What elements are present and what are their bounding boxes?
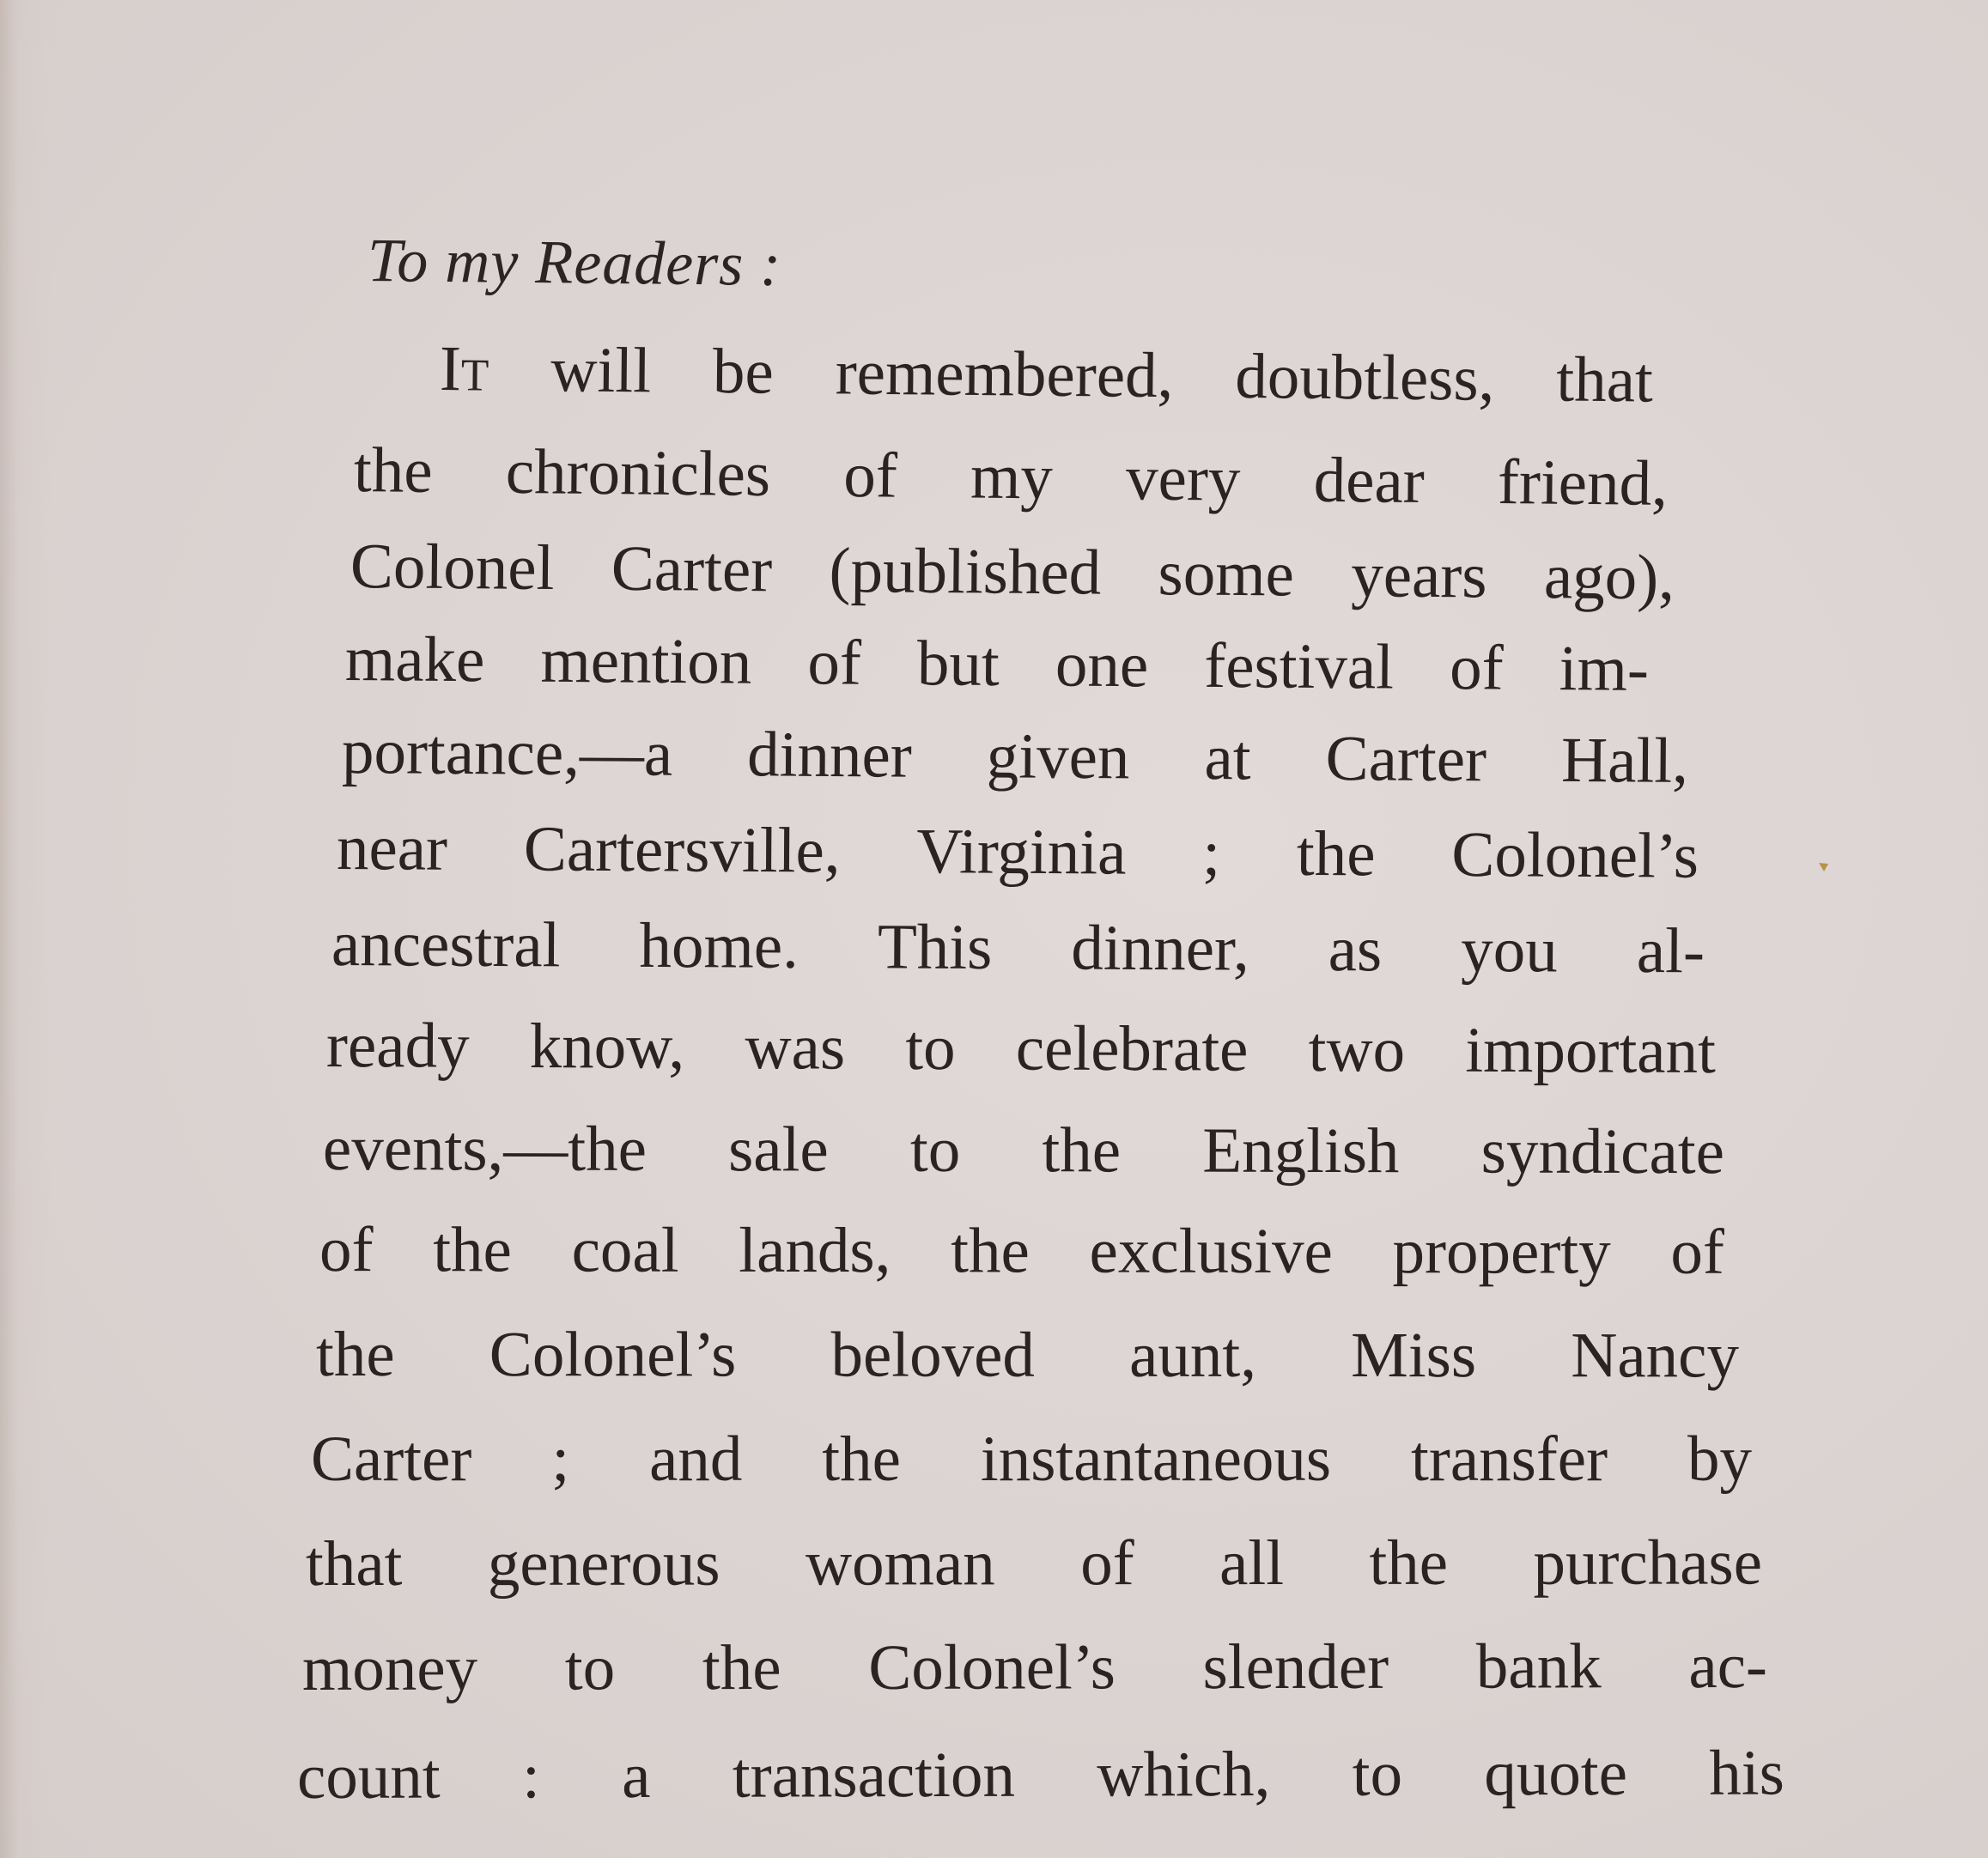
word: of (1080, 1527, 1134, 1600)
paper-blemish (1819, 863, 1828, 871)
word: near (336, 812, 448, 884)
text-line (331, 908, 1705, 987)
word: dinner (746, 719, 913, 792)
word: Colonel’s (1451, 818, 1699, 892)
word: Colonel’s (868, 1631, 1116, 1703)
word: ; (551, 1424, 570, 1495)
word: very (1125, 442, 1241, 515)
word: you (1461, 914, 1559, 987)
word: ancestral (331, 908, 561, 981)
word: will (550, 334, 652, 407)
word: portance,—a (341, 716, 673, 790)
word: coal (571, 1214, 679, 1286)
text-line (296, 1737, 1785, 1812)
drop-smallcaps-word: It (439, 333, 489, 405)
word: remembered, (835, 337, 1174, 412)
word: purchase (1533, 1527, 1763, 1599)
text-line (344, 623, 1650, 705)
word: all (1219, 1527, 1285, 1600)
word: the (1042, 1114, 1122, 1187)
word: transfer (1411, 1424, 1608, 1495)
word: the (822, 1424, 901, 1495)
word: instantaneous (980, 1424, 1332, 1495)
word: at (1204, 722, 1251, 794)
word: events,—the (322, 1113, 647, 1185)
word: the (315, 1319, 395, 1391)
word: quote (1484, 1737, 1628, 1810)
word: ready (325, 1010, 470, 1082)
word: important (1465, 1014, 1717, 1088)
word: money (301, 1632, 478, 1704)
word: my (970, 440, 1054, 513)
text-line (311, 1424, 1752, 1495)
word: Carter (611, 532, 773, 606)
word: to (909, 1114, 961, 1186)
salutation-heading: To my Readers : (367, 226, 782, 300)
word: the (353, 434, 434, 507)
word: friend, (1497, 446, 1669, 520)
word: beloved (830, 1319, 1035, 1391)
word: Colonel’s (489, 1319, 737, 1391)
word: festival (1203, 629, 1395, 703)
word: that (1556, 343, 1654, 416)
word: Nancy (1571, 1320, 1740, 1392)
word: to (1352, 1738, 1403, 1810)
word: but (916, 628, 1000, 700)
word: dear (1313, 444, 1426, 518)
word: some (1158, 537, 1295, 610)
word: of (807, 627, 862, 699)
word: which, (1097, 1739, 1271, 1811)
word: as (1328, 914, 1383, 986)
word: of (319, 1214, 374, 1286)
word: lands, (739, 1214, 891, 1287)
text-line (315, 1319, 1740, 1392)
word: by (1687, 1424, 1752, 1495)
word: that (305, 1527, 403, 1600)
word: im- (1559, 633, 1650, 705)
word: to (564, 1632, 616, 1704)
word: the (433, 1214, 512, 1286)
word: slender (1202, 1630, 1389, 1703)
word: two (1308, 1013, 1406, 1086)
word: ago), (1543, 541, 1675, 614)
word: was (745, 1011, 846, 1084)
word: given (986, 720, 1130, 793)
text-line (336, 812, 1699, 892)
text-line (305, 1527, 1763, 1600)
word: (published (829, 534, 1102, 609)
word: Miss (1351, 1320, 1477, 1392)
word: dinner, (1071, 912, 1249, 985)
word: property (1392, 1216, 1611, 1288)
text-line (439, 333, 1654, 416)
word: syndicate (1480, 1115, 1725, 1188)
text-line (341, 716, 1689, 797)
text-line (301, 1630, 1768, 1704)
word: the (1369, 1527, 1449, 1599)
word: mention (540, 624, 752, 698)
word: and (649, 1424, 743, 1495)
word: generous (487, 1527, 720, 1600)
word: Carter (1325, 722, 1487, 796)
word: make (344, 623, 485, 696)
word: transaction (732, 1739, 1016, 1812)
word: count (296, 1740, 441, 1812)
word: Hall, (1560, 724, 1689, 797)
word: doubtless, (1234, 340, 1495, 415)
word: Cartersville, (523, 813, 841, 887)
word: of (1670, 1216, 1724, 1288)
word: : (521, 1740, 540, 1812)
text-line (350, 531, 1675, 614)
word: the (951, 1215, 1030, 1287)
word: exclusive (1089, 1215, 1333, 1288)
word: sale (728, 1114, 829, 1186)
word: be (712, 336, 775, 408)
word: a (622, 1740, 651, 1812)
word: English (1202, 1114, 1400, 1187)
word: al- (1636, 914, 1705, 987)
word: know, (529, 1011, 685, 1083)
word: celebrate (1015, 1012, 1249, 1085)
word: ; (1202, 817, 1221, 890)
text-line (325, 1010, 1717, 1088)
word: to (905, 1011, 956, 1084)
word: of (842, 439, 898, 512)
text-line (353, 434, 1669, 520)
word: the (1296, 817, 1376, 890)
word: chronicles (505, 435, 771, 511)
word: home. (639, 909, 799, 982)
word: one (1055, 628, 1149, 701)
text-line (322, 1113, 1725, 1188)
word: the (702, 1632, 781, 1704)
word: Virginia (916, 816, 1127, 889)
word: his (1709, 1737, 1785, 1809)
word: woman (805, 1527, 995, 1600)
word: ac- (1688, 1630, 1768, 1703)
word: aunt, (1129, 1319, 1257, 1391)
word: This (877, 911, 993, 984)
word: of (1449, 632, 1504, 704)
word: Carter (311, 1424, 472, 1495)
word: bank (1475, 1630, 1602, 1703)
word: Colonel (350, 531, 555, 604)
text-line (319, 1214, 1724, 1288)
word: years (1350, 539, 1487, 612)
